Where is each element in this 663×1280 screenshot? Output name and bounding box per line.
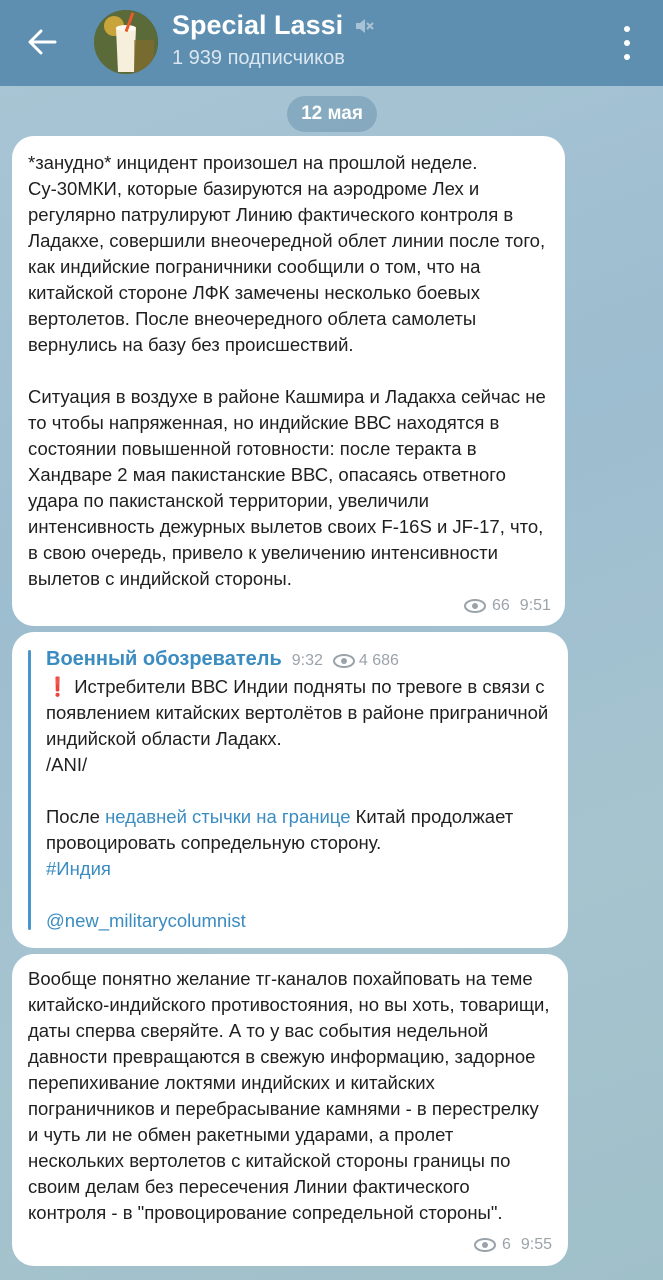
forward-text-post: Китай продолжает провоцировать сопредельную сторону.: [46, 806, 519, 853]
forward-header: [46, 646, 550, 674]
forward-quote-bar: [28, 650, 31, 930]
channel-name: Special Lassi: [172, 10, 344, 40]
message-text: *занудно* инцидент произошел на прошлой неделе. Су-30МКИ, которые базируются на аэродроме Лех и регулярно патрулируют Линию фактического контроля в Ладакхе, совершили внеочередной облет линии после того, как индийские пограничники сообщили о том, что на китайской стороне ЛФК замечены несколько боевых вертолетов. После внеочередного облета самолеты вернулись на базу без происшествий. Ситуация в воздухе в районе Кашмира и Ладакха сейчас не то чтобы напряженная, но индийские ВВС находятся в состоянии повышенной готовности: после теракта в Хандваре 2 мая пакистанские ВВС, опасаясь ответного удара по пакистанской территории, увеличили интенсивность дежурных вылетов своих F-16S и JF-17, что, в свою очередь, привело к увеличению интенсивности вылетов с индийской стороны.: [28, 152, 546, 589]
forward-headline: Истребители ВВС Индии подняты по тревоге в связи с появлением китайских вертолётов в районе приграничной индийской области Ладакх.: [46, 676, 554, 749]
forward-text-pre: После: [46, 806, 106, 827]
spacer: [46, 882, 550, 908]
back-button[interactable]: [22, 24, 62, 60]
message-text: Вообще понятно желание тг-каналов похайповать на теме китайско-индийского противостояния, но вы хоть, товарищи, даты сперва сверяйте. А то у вас события недельной давности превращаются в свежую информацию, задорное перепихивание локтями индийских и китайских пограничников и перебрасывание камнями - в перестрелку и чуть ли не обмен ракетными ударами, а пролет нескольких вертолетов с китайской стороны границы по своим делам без пересечения Линии фактического контроля - в "провоцирование сопредельной стороны".: [28, 968, 555, 1223]
message-meta: [464, 597, 551, 615]
inline-link[interactable]: недавней стычки на границе: [105, 806, 351, 827]
forwarded-message-bubble[interactable]: [12, 632, 568, 948]
dot-icon: [624, 26, 630, 32]
eye-icon: [464, 599, 486, 613]
hashtag-link[interactable]: #Индия: [46, 858, 111, 879]
exclamation-icon: ❗: [46, 676, 70, 697]
dot-icon: [624, 40, 630, 46]
forward-line-3: [46, 804, 550, 856]
forward-line-1: [46, 674, 554, 752]
dot-icon: [624, 54, 630, 60]
more-options-button[interactable]: [617, 26, 637, 60]
channel-title[interactable]: [172, 10, 375, 41]
subscriber-count: 1 939 подписчиков: [172, 47, 345, 69]
message-meta: [474, 1236, 552, 1254]
view-count: 6: [502, 1236, 511, 1253]
forward-meta: [292, 648, 399, 674]
forward-source-name[interactable]: Военный обозреватель: [46, 648, 282, 670]
channel-mention-link[interactable]: @new_militarycolumnist: [46, 910, 246, 931]
message-time: 9:51: [519, 597, 551, 614]
view-count: 66: [492, 597, 510, 614]
forward-line-2: /ANI/: [46, 754, 88, 775]
spacer: [46, 778, 550, 804]
message-time: 9:55: [520, 1236, 553, 1253]
eye-icon: [333, 654, 355, 668]
forward-time: 9:32: [291, 652, 323, 669]
forward-body: [46, 674, 554, 934]
channel-avatar[interactable]: [94, 10, 158, 74]
message-bubble[interactable]: [12, 954, 568, 1266]
avatar-image: [94, 10, 158, 74]
muted-speaker-icon: [353, 15, 375, 37]
eye-icon: [474, 1238, 496, 1252]
forward-view-count: 4 686: [358, 652, 399, 669]
arrow-left-icon: [27, 29, 57, 55]
date-separator: 12 мая: [287, 96, 377, 132]
chat-header: [0, 0, 663, 86]
message-bubble[interactable]: [12, 136, 565, 626]
